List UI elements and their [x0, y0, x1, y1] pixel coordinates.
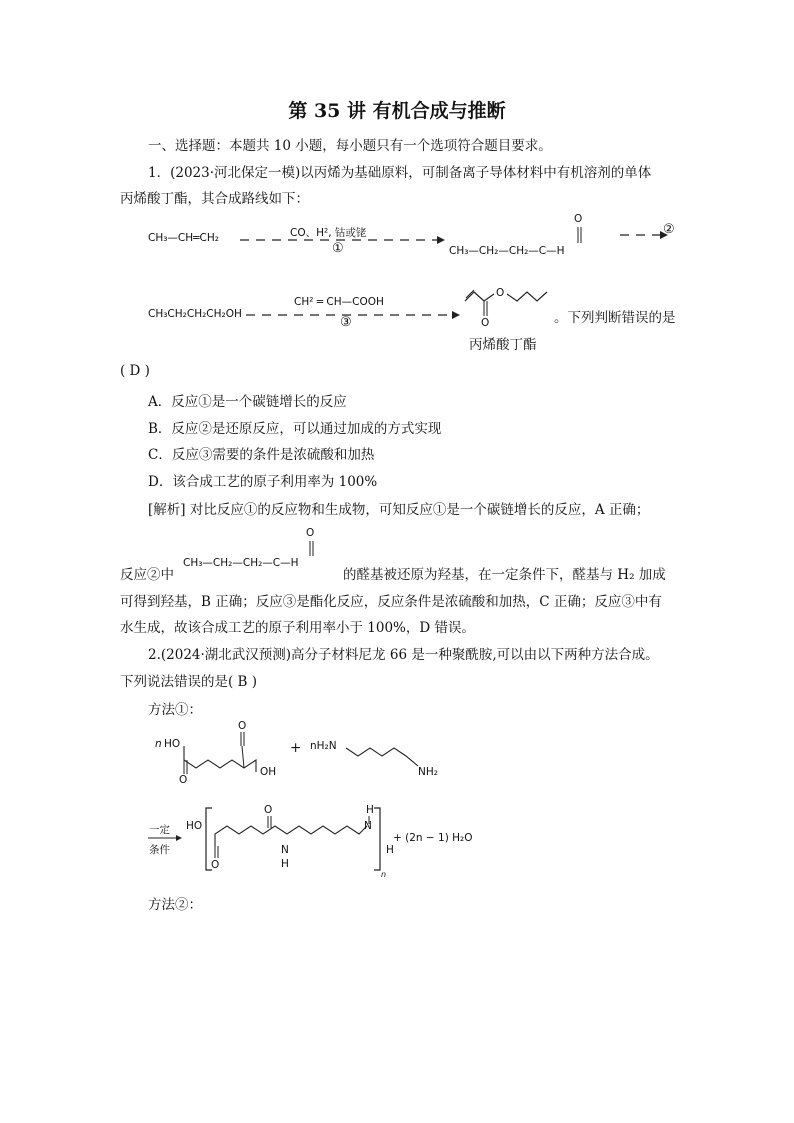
- aldehyde-formula: CH₃—CH₂—CH₂—C—H: [449, 245, 565, 257]
- amine-label: nH₂N: [310, 740, 337, 752]
- polymer-subscript: n: [381, 870, 387, 879]
- q1-analysis-pre: 反应②中: [120, 567, 174, 583]
- polymer-n2: N: [364, 820, 372, 832]
- acid-o-top: O: [238, 720, 247, 732]
- q2-stem-line1: 2.(2024·湖北武汉预测)高分子材料尼龙 66 是一种聚酰胺,可以由以下两种方法合成。: [148, 647, 659, 663]
- polymer-ho: HO: [186, 820, 203, 832]
- polymer-n1: N: [281, 844, 289, 856]
- q1-option-d: D．该合成工艺的原子利用率为 100%: [148, 474, 378, 490]
- water-term: + (2n − 1) H₂O: [393, 832, 473, 844]
- reagent1: CO、H², 钴或铑: [290, 227, 367, 239]
- acid-oh: OH: [260, 766, 277, 778]
- q1-option-c: C．反应③需要的条件是浓硫酸和加热: [148, 447, 375, 463]
- q1-analysis-line1: [解析] 对比反应①的反应物和生成物，可知反应①是一个碳链增长的反应，A 正确；: [148, 502, 650, 518]
- condition-bottom: 条件: [149, 844, 170, 856]
- q1-analysis-post: 的醛基被还原为羟基，在一定条件下，醛基与 H₂ 加成: [343, 567, 666, 583]
- aldehyde-o: O: [574, 213, 583, 225]
- propene-formula: CH₃—CH═CH₂: [148, 232, 219, 244]
- q1-stem-tail: 。下列判断错误的是: [554, 310, 676, 326]
- polymer-o-bottom: O: [211, 859, 220, 871]
- ester-o1: O: [496, 287, 505, 299]
- q1-option-b: B．反应②是还原反应，可以通过加成的方式实现: [148, 421, 442, 437]
- q2-stem-line2: 下列说法错误的是( B ): [120, 674, 258, 690]
- q1-answer: ( D ): [120, 363, 150, 379]
- condition-top: 一定: [149, 824, 170, 836]
- polymer-o-top: O: [264, 804, 273, 816]
- analysis-formula: CH₃—CH₂—CH₂—C—H: [183, 557, 299, 569]
- q1-analysis-line3: 可得到羟基，B 正确；反应③是酯化反应，反应条件是浓硫酸和加热，C 正确；反应③中有: [120, 594, 662, 610]
- q1-option-a: A．反应①是一个碳链增长的反应: [148, 394, 347, 410]
- step1-marker: ①: [332, 241, 344, 256]
- section-heading: 一、选择题：本题共 10 小题，每小题只有一个选项符合题目要求。: [148, 138, 552, 154]
- step2-marker: ②: [663, 222, 675, 237]
- method2-label: 方法②：: [148, 897, 202, 913]
- product-name: 丙烯酸丁酯: [469, 337, 537, 353]
- q1-stem-line1: 1．(2023·河北保定一模)以丙烯为基础原料，可制备离子导体材料中有机溶剂的单体: [148, 165, 652, 181]
- butanol-formula: CH₃CH₂CH₂CH₂OH: [148, 308, 242, 320]
- amine-nh2: NH₂: [418, 766, 438, 778]
- acid-o-bottom: O: [179, 774, 188, 786]
- analysis-formula-o: O: [306, 527, 315, 539]
- method1-label: 方法①：: [148, 702, 202, 718]
- step3-marker: ③: [340, 315, 352, 330]
- reagent3: CH² ═ CH—COOH: [294, 296, 384, 308]
- ester-o2: O: [481, 317, 490, 329]
- page-title: 第 35 讲 有机合成与推断: [288, 100, 506, 122]
- polymer-h3: H: [386, 844, 394, 856]
- acid-ho: HO: [164, 738, 181, 750]
- q1-analysis-line4: 水生成，故该合成工艺的原子利用率小于 100%，D 错误。: [120, 620, 476, 636]
- q1-stem-line2: 丙烯酸丁酯，其合成路线如下：: [120, 191, 309, 207]
- acid-coefficient: n: [155, 738, 162, 750]
- polymer-h1: H: [281, 858, 289, 870]
- polymer-h2: H: [366, 804, 374, 816]
- plus-sign: +: [290, 740, 302, 756]
